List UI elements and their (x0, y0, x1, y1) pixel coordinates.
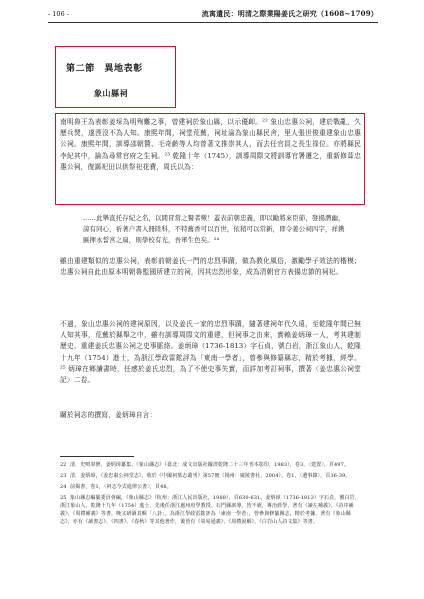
footnote-text: 清．姜炳璋，《姜忠肅公祠堂志》，收於《中國祠墓志叢刊》第57冊（揚州：廣陵書社，2004），卷1，〈遺事錄〉，頁36-39。 (70, 473, 351, 479)
running-title: 流寓遺民：明清之際業陽姜氏之研究（1608~1709） (201, 9, 378, 18)
footnote-number: 24 (60, 484, 67, 490)
page-header (48, 8, 378, 23)
footnote-text: 象山縣志編纂委員會編，《象山縣志》（杭州：浙江人民出版社，1988），頁630-631。姜炳璋（1736-1813）字石貞，號白岩，浙江象山人，乾隆十九年（1754）進士，先後任浙江處州府學教授、石門縣訓導，皆不就，專治經學，著有《讀左補義》、《詩序補義》、《周禮補義》等書，晚又研讀其輯「八卦」。為浙江學政雷鋐評為「東南一學者」，曾參與修纂縣志，精於考據，著有《象山縣志》，亦有《讀書志》、《四書》、《春秋》等其他著作，後皆有《周易通義》、《周禮說解》、《白岩山人詩文集》等書。 (60, 495, 360, 525)
footnote-text: 清．史鳴皋修，姜炳璋纂集，《象山縣志》（臺北：成文出版社據清乾隆二十三年刊本影印，1983），卷3，〈建置〉，頁497。 (70, 462, 349, 468)
footnote-divider (60, 456, 134, 457)
footnote-22 (60, 461, 361, 469)
footnote-number: 25 (60, 495, 67, 501)
paragraph-1: 南明魯王為表彰姜埰為明殉難之事，曾建祠於象山縣，以示優卹。²² 象山忠惠公祠，建於戰亂，久歷兵燹，遂湮沒不為人知。康熙年間，祠堂荒蕪，祠址淪為象山縣民舍，里人張世俊重建象山忠惠公祠。康熙年間，訓導邵朝贊、毛奇齡等人均曾著文推崇其人，而去任官員之長生祿位。亦將縣民李紀其中，論為尋常官府之生祠。²³ 乾隆十年（1745），訓導周際文將訓導官署遷之，重新修葺忠惠公祠，復謁祀田以供祭祀花費，周氏以為： (60, 118, 361, 171)
footnotes (60, 461, 361, 529)
footnote-25 (60, 494, 361, 526)
footnote-24 (60, 483, 361, 491)
block-quote: ……此舉直托存紀之名，以閭冒當之餐者歟！蓋表前朝忠義，即以勵將來臣節，發揚潛幽，諒有同心，祈著户書入冊陞科，不特舊香可以百世，依稍可以常新，即令姜公祠四字，祥鎸匾揮永誓宮之扁，則學校有光，吾軍生色矣。²⁴ (83, 214, 345, 244)
footnote-23 (60, 472, 361, 480)
footnote-number: 23 (60, 473, 67, 479)
paragraph-4: 關於祠志的撰寫，姜炳璋自言： (60, 411, 157, 419)
section-subtitle: 象山縣祠 (94, 88, 128, 98)
footnote-number: 22 (60, 462, 67, 468)
footnote-text: 前揭書，卷1，〈祠志今式進律公書〉，頁48。 (70, 484, 172, 490)
page-number: - 106 - (48, 10, 69, 18)
paragraph-3: 不過，象山忠惠公祠的建祠原因，以及姜氏一家的忠烈事蹟，隨著建祠年代久遠，至乾隆年間已無人知其事，荒蕪於縣舉之中，雖有訓導周際文的重建，但祠事之由來，實賴姜炳璋一人，考其建制歷史，重建姜氏忠惠公祠之史事脈絡。姜炳璋（1736-1813）字石貞，號白岩，浙江象山人，乾隆十九年（1754）進士，為浙江學政雷鋐評為「東南一學者」，曾參與修纂縣志，精於考據，經學。²⁵ 炳璋在鄉讀書時，任感於姜氏忠烈，為了不使史事失實，而詳加考訂祠事，撰著〈姜忠惠公祠堂記〉二卷。 (60, 320, 361, 385)
section-title: 第二節 異地表彰 (66, 64, 143, 74)
paragraph-2: 雖由重建類似的忠惠公祠，表彰前朝姜氏一門的忠烈事蹟，做為教化風俗，激勵學子效法的楷模；忠惠公祠自此由原本明朝魯監國所建立的祠，因其忠烈形象，成為清朝官方表揚忠節的祠祀。 (60, 257, 361, 277)
